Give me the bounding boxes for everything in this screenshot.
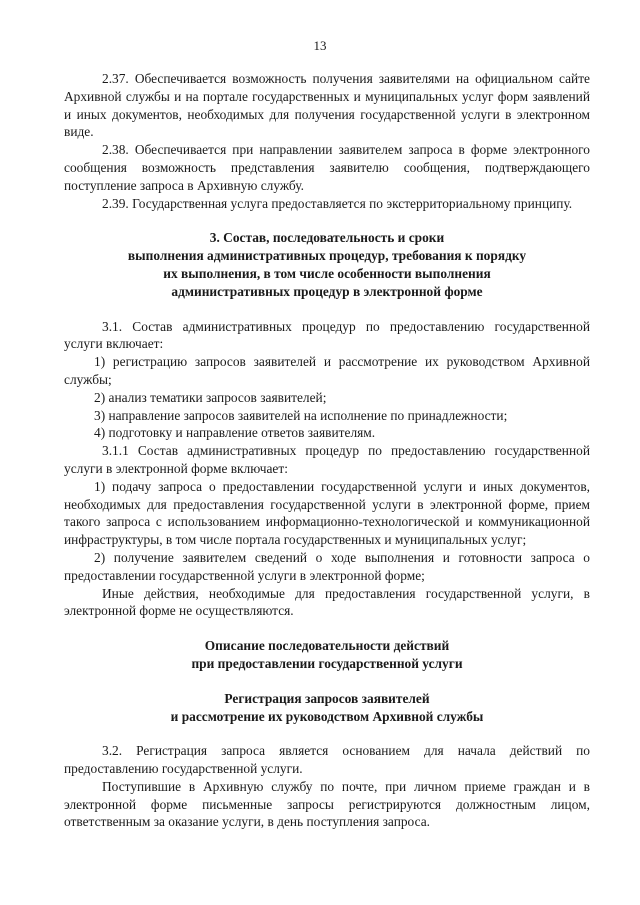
paragraph-3-1: 3.1. Состав административных процедур по предоставлению государственной услуги включает: (64, 318, 590, 352)
paragraph-2-37: 2.37. Обеспечивается возможность получения заявителями на официальном сайте Архивной службы и на портале государственных и муниципальных услуг форм заявлений и иных документов, необходимых для получения государственной услуги в электронном виде. (64, 71, 590, 140)
section-3-title-line: 3. Состав, последовательность и сроки (209, 230, 445, 246)
heading-description-line: Описание последовательности действий (204, 638, 450, 654)
paragraph-2-38: 2.38. Обеспечивается при направлении заявителем запроса в форме электронного сообщения возможность представления заявителю сообщения, подтверждающего поступление запроса в Архивную службу. (64, 142, 590, 193)
paragraph-3-1-1: 3.1.1 Состав административных процедур по предоставлению государственной услуги в электронной форме включает: (64, 443, 590, 476)
heading-description (64, 637, 590, 673)
list-item: 2) анализ тематики запросов заявителей; (94, 389, 327, 405)
section-3-title-line: их выполнения, в том числе особенности выполнения (163, 265, 491, 281)
section-3-title (64, 229, 590, 300)
heading-registration (64, 690, 590, 726)
list-item: 2) получение заявителем сведений о ходе выполнения и готовности запроса о предоставлении государственной услуги в электронной форме; (64, 549, 590, 583)
paragraph-incoming-requests: Поступившие в Архивную службу по почте, при личном приеме граждан и в электронной форме письменные запросы регистрируются должностным лицом, ответственным за оказание услуги, в день поступления запроса. (64, 778, 590, 830)
page-number: 13 (313, 38, 327, 53)
list-item: 1) подачу запроса о предоставлении государственной услуги и иных документов, необходимых для предоставления государственной услуги в электронной форме, прием такого запроса с использованием информационно-технологической и коммуникационной инфраструктуры, в том числе портала государственных и муниципальных услуг; (64, 478, 590, 548)
heading-registration-line: Регистрация запросов заявителей (224, 690, 430, 706)
list-item: 3) направление запросов заявителей на исполнение по принадлежности; (94, 407, 508, 423)
section-3-title-line: административных процедур в электронной форме (171, 283, 483, 299)
paragraph-2-39: 2.39. Государственная услуга предоставляется по экстерриториальному принципу. (102, 195, 573, 211)
list-item: 4) подготовку и направление ответов заявителям. (94, 425, 376, 441)
heading-description-line: при предоставлении государственной услуги (191, 655, 463, 671)
paragraph-other-actions: Иные действия, необходимые для предоставления государственной услуги, в электронной форме не осуществляются. (64, 585, 590, 619)
section-3-title-line: выполнения административных процедур, требования к порядку (127, 248, 527, 264)
document-body (64, 70, 590, 831)
heading-registration-line: и рассмотрение их руководством Архивной службы (170, 708, 484, 724)
paragraph-3-2: 3.2. Регистрация запроса является основанием для начала действий по предоставлению государственной услуги. (64, 743, 590, 777)
list-item: 1) регистрацию запросов заявителей и рассмотрение их руководством Архивной службы; (64, 354, 590, 387)
